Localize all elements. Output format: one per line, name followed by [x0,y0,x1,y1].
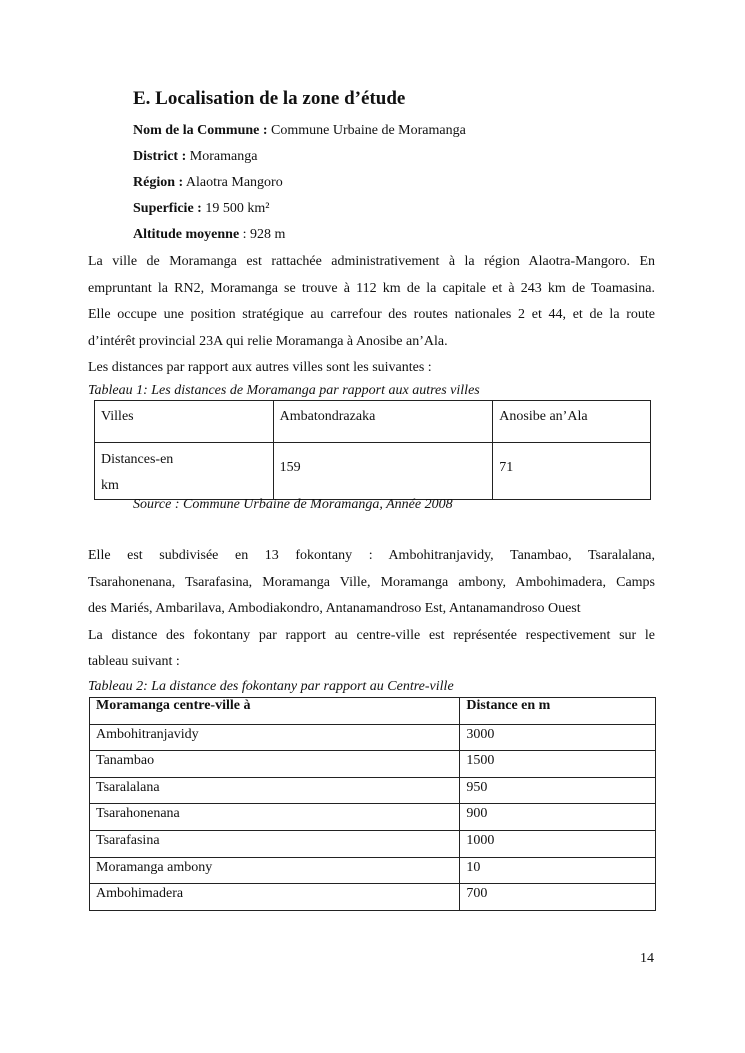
table-cell: Tanambao [90,751,460,778]
table-header-cell: Moramanga centre-ville à [90,698,460,725]
table-cell: 71 [493,443,651,500]
paragraph-line: tableau suivant : [88,654,180,669]
paragraph-line: La ville de Moramanga est rattachée administrativement à la région Alaotra-Mangoro. En [88,254,655,269]
field-value: Commune Urbaine de Moramanga [267,123,466,138]
table-cell: Ambohitranjavidy [90,724,460,751]
paragraph-line: Elle est subdivisée en 13 fokontany : Ambohitranjavidy, Tanambao, Tsaralalana, [88,548,655,563]
table-cell: 10 [460,857,656,884]
table-cell: Ambohimadera [90,884,460,911]
field-label: Superficie : [133,201,202,216]
field-value: Alaotra Mangoro [183,175,283,190]
paragraph-line: Les distances par rapport aux autres villes sont les suivantes : [88,360,432,375]
field-value: Moramanga [186,149,258,164]
row-label-line: Distances-en [101,452,174,467]
table-row [95,443,651,500]
table-row [90,724,656,751]
table1-source: Source : Commune Urbaine de Moramanga, Année 2008 [133,497,453,512]
field-value: : 928 m [239,227,286,242]
paragraph-line: d’intérêt provincial 23A qui relie Moramanga à Anosibe an’Ala. [88,333,448,349]
page-number: 14 [640,951,654,966]
field-value: 19 500 km² [201,201,270,216]
table-cell: 950 [460,777,656,804]
paragraph-line: Elle occupe une position stratégique au carrefour des routes nationales 2 et 44, et de la route [88,307,655,322]
field-district [133,149,257,165]
table-cell: Tsarahonenana [90,804,460,831]
field-label: Région : [133,175,184,190]
table-row [90,830,656,857]
field-label: Altitude moyenne [133,227,240,242]
table-row [90,804,656,831]
field-altitude [133,227,285,243]
table-cell: 900 [460,804,656,831]
distances-table [94,400,651,500]
field-superficie [133,201,269,217]
table-cell: 1000 [460,830,656,857]
table-cell: Anosibe an’Ala [493,401,651,443]
table-cell: 159 [273,443,493,500]
paragraph-line: La distance des fokontany par rapport au centre-ville est représentée respectivement sur le [88,627,655,643]
table-cell: 700 [460,884,656,911]
paragraph-fokontany [88,543,655,676]
table-header-row [95,401,651,443]
table2-caption: Tableau 2: La distance des fokontany par rapport au Centre-ville [88,679,454,694]
table-row [90,751,656,778]
table-cell: Tsarafasina [90,830,460,857]
table-cell: Moramanga ambony [90,857,460,884]
table-row [90,857,656,884]
table-header-row [90,698,656,725]
row-label-line: km [101,478,119,493]
table-header-cell: Distance en m [460,698,656,725]
paragraph-line: des Mariés, Ambarilava, Ambodiakondro, Antanamandroso Est, Antanamandroso Ouest [88,601,581,616]
table-row [90,777,656,804]
table-cell: Villes [95,401,274,443]
fokontany-distance-table [89,697,656,911]
field-label: District : [133,149,187,164]
table-row [90,884,656,911]
table-cell: Tsaralalana [90,777,460,804]
table-cell: 3000 [460,724,656,751]
table-cell [95,443,274,500]
paragraph-line: Tsarahonenana, Tsarafasina, Moramanga Ville, Moramanga ambony, Ambohimadera, Camps [88,574,655,590]
section-heading: E. Localisation de la zone d’étude [133,88,406,109]
field-label: Nom de la Commune : [133,123,268,138]
field-commune [133,123,466,139]
paragraph-localisation [88,249,655,382]
field-region [133,175,283,191]
table-cell: Ambatondrazaka [273,401,493,443]
paragraph-line: empruntant la RN2, Moramanga se trouve à 112 km de la capitale et à 243 km de Toamasina. [88,280,655,296]
table-cell: 1500 [460,751,656,778]
table1-caption: Tableau 1: Les distances de Moramanga par rapport aux autres villes [88,383,480,398]
